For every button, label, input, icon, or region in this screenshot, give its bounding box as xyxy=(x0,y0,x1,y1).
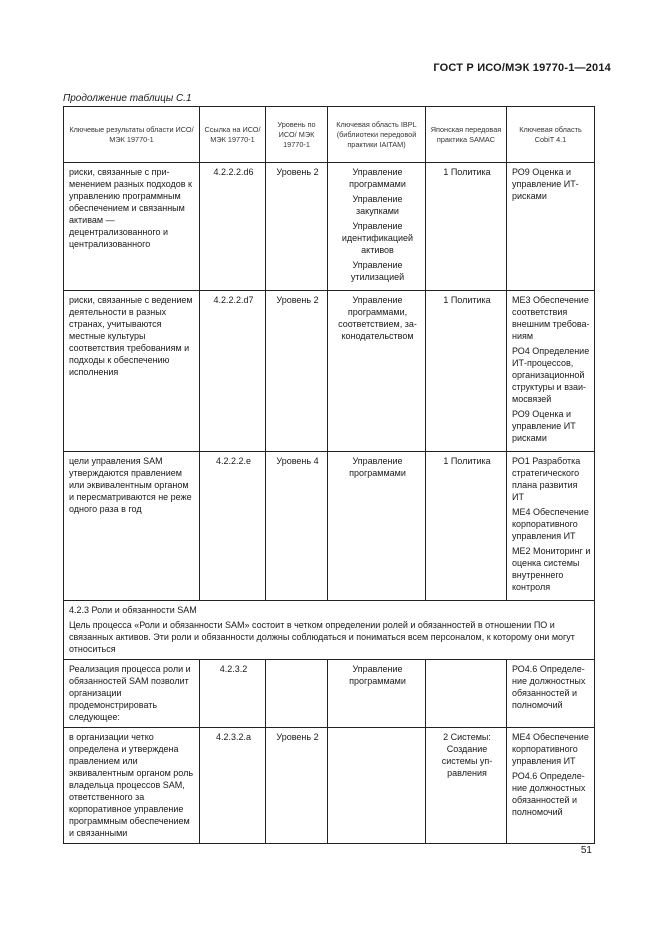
cobit-item: РО9 Оценка и управление ИТ рисками xyxy=(512,409,576,443)
cell-ibpl xyxy=(328,291,426,452)
ibpl-item: Управление утилизацией xyxy=(350,260,405,282)
cell-reference: 4.2.2.2.d6 xyxy=(200,163,266,291)
table-row xyxy=(64,163,595,291)
document-code: ГОСТ Р ИСО/МЭК 19770-1—2014 xyxy=(433,62,611,74)
ibpl-item: Управление закупками xyxy=(352,194,403,216)
cell-cobit xyxy=(507,660,595,728)
cell-samac: 1 Политика xyxy=(426,163,507,291)
cell-cobit xyxy=(507,163,595,291)
cell-result: цели управления SAM утверждаются правлением или эквивалентным органом и пересматриваются не реже одного раза в год xyxy=(64,452,200,601)
cobit-item: МЕ3 Обеспечение соответствия внешним требованиям xyxy=(512,295,590,341)
cobit-item: МЕ2 Мониторинг и оценка системы внутреннего контроля xyxy=(512,546,591,592)
col-header-ibpl: Ключевая область IBPL (библиотеки передовой практики IAITAM) xyxy=(328,107,426,163)
table-continuation-label: Продолжение таблицы С.1 xyxy=(63,93,192,104)
cell-level xyxy=(266,660,328,728)
ibpl-item: Управление программами xyxy=(349,664,406,686)
page-number: 51 xyxy=(580,845,592,856)
cell-result: риски, связанные с ведением деятельности в разных странах, учитываются местные культуры соответствия требованиям и подходы к обеспечению исполнения xyxy=(64,291,200,452)
table-row xyxy=(64,728,595,844)
cell-result: Реализация процесса роли и обязанностей SAM позволит организации продемонстрировать следующее: xyxy=(64,660,200,728)
cell-level: Уровень 2 xyxy=(266,163,328,291)
col-header-reference: Ссылка на ИСО/ МЭК 19770-1 xyxy=(200,107,266,163)
standards-mapping-table xyxy=(63,106,595,844)
cobit-item: МЕ4 Обеспечение корпоративного управления ИТ xyxy=(512,507,589,541)
col-header-level: Уровень по ИСО/ МЭК 19770-1 xyxy=(266,107,328,163)
section-title: 4.2.3 Роли и обязанности SAM xyxy=(69,605,197,615)
cell-ibpl xyxy=(328,163,426,291)
table-row xyxy=(64,452,595,601)
col-header-results: Ключевые результаты области ИСО/МЭК 19770-1 xyxy=(64,107,200,163)
cell-reference: 4.2.2.2.e xyxy=(200,452,266,601)
cell-ibpl xyxy=(328,728,426,844)
cell-reference: 4.2.3.2 xyxy=(200,660,266,728)
cell-level: Уровень 4 xyxy=(266,452,328,601)
cell-cobit xyxy=(507,291,595,452)
ibpl-item: Управление программами xyxy=(349,456,406,478)
cell-level: Уровень 2 xyxy=(266,291,328,452)
cell-cobit xyxy=(507,728,595,844)
table-row xyxy=(64,660,595,728)
ibpl-item: Управление программами, соответствием, законодательством xyxy=(338,295,417,341)
col-header-cobit: Ключевая область CobiT 4.1 xyxy=(507,107,595,163)
ibpl-item: Управление идентификацией активов xyxy=(341,221,414,255)
cell-reference: 4.2.2.2.d7 xyxy=(200,291,266,452)
cell-reference: 4.2.3.2.a xyxy=(200,728,266,844)
section-cell xyxy=(64,601,595,660)
cell-samac: 1 Политика xyxy=(426,452,507,601)
cobit-item: РО4 Определение ИТ-процессов, организационной структуры и взаимосвязей xyxy=(512,346,590,404)
cell-samac: 2 Системы: Создание системы управления xyxy=(426,728,507,844)
cell-samac xyxy=(426,660,507,728)
cobit-item: РО4.6 Определение должностных обязанностей и полномочий xyxy=(512,771,586,817)
col-header-samac: Японская передовая практика SAMAC xyxy=(426,107,507,163)
cell-result: в организации четко определена и утверждена правлением или эквивалентным органом роль владельца процессов SAM, ответственного за корпоративное управление программным обеспечением и связанными xyxy=(64,728,200,844)
cobit-item: МЕ4 Обеспечение корпоративного управления ИТ xyxy=(512,732,589,766)
cell-result: риски, связанные с применением разных подходов к управлению программным обеспечением и связанным активам — децентрализованного и централизованного xyxy=(64,163,200,291)
cobit-item: РО1 Разработка стратегического плана развития ИТ xyxy=(512,456,581,502)
table-row xyxy=(64,291,595,452)
cobit-item: РО9 Оценка и управление ИТ-рисками xyxy=(512,167,579,201)
cell-samac: 1 Политика xyxy=(426,291,507,452)
cell-ibpl xyxy=(328,452,426,601)
section-row xyxy=(64,601,595,660)
cell-level: Уровень 2 xyxy=(266,728,328,844)
cell-ibpl xyxy=(328,660,426,728)
cell-cobit xyxy=(507,452,595,601)
table-header-row xyxy=(64,107,595,163)
cobit-item: РО4.6 Определение должностных обязанностей и полномочий xyxy=(512,664,586,710)
section-text: Цель процесса «Роли и обязанности SAM» состоит в четком определении ролей и обязанностей в отношении ПО и связанных активов. Эти роли и обязанности должны соблюдаться и пониматься всем персоналом, к которому они могут относиться xyxy=(69,620,575,654)
ibpl-item: Управление программами xyxy=(349,167,406,189)
